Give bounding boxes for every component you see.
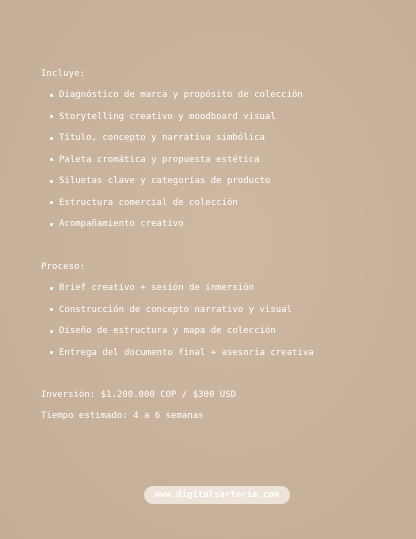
list-item — [49, 347, 314, 369]
investment-text: Inversión: $1.200.000 COP / $300 USD — [41, 390, 237, 400]
list-item-text: Construcción de concepto narrativo y visual — [59, 304, 292, 315]
bullet-icon — [50, 308, 53, 311]
list-item — [49, 325, 314, 347]
list-item-text: Siluetas clave y categorías de producto — [59, 176, 271, 186]
bullet-icon — [50, 158, 53, 161]
list-item-text: Diseño de estructura y mapa de colección — [59, 326, 276, 336]
bullet-icon — [50, 94, 53, 97]
list-item-text: Estructura comercial de colección — [59, 197, 238, 208]
process-heading: Proceso: — [41, 262, 86, 272]
list-item — [49, 282, 314, 304]
list-item-text: Acompañamiento creativo — [59, 219, 184, 229]
process-list — [49, 282, 314, 368]
bullet-icon — [50, 287, 53, 290]
bullet-icon — [50, 330, 53, 333]
list-item-text: Título, concepto y narrativa simbólica — [59, 133, 265, 143]
list-item — [49, 175, 303, 197]
list-item — [49, 132, 303, 154]
list-item-text: Brief creativo + sesión de inmersión — [59, 283, 255, 293]
bullet-icon — [50, 180, 53, 183]
website-url: www.digitalsartoria.com — [154, 490, 280, 500]
list-item-text: Diagnóstico de marca y propósito de colección — [59, 90, 303, 100]
estimated-time-text: Tiempo estimado: 4 a 6 semanas — [41, 411, 204, 421]
bullet-icon — [50, 115, 53, 118]
list-item-text: Paleta cromática y propuesta estética — [59, 154, 260, 165]
bullet-icon — [50, 201, 53, 204]
bullet-icon — [50, 351, 53, 354]
bullet-icon — [50, 223, 53, 226]
list-item-text: Storytelling creativo y moodboard visual — [59, 111, 276, 122]
includes-heading: Incluye: — [41, 69, 86, 79]
website-link[interactable] — [144, 486, 290, 504]
includes-list — [49, 89, 303, 240]
list-item — [49, 197, 303, 219]
list-item — [49, 304, 314, 326]
list-item-text: Entrega del documento final + asesoría creativa — [59, 347, 314, 358]
bullet-icon — [50, 137, 53, 140]
list-item — [49, 154, 303, 176]
list-item — [49, 218, 303, 240]
list-item — [49, 111, 303, 133]
list-item — [49, 89, 303, 111]
